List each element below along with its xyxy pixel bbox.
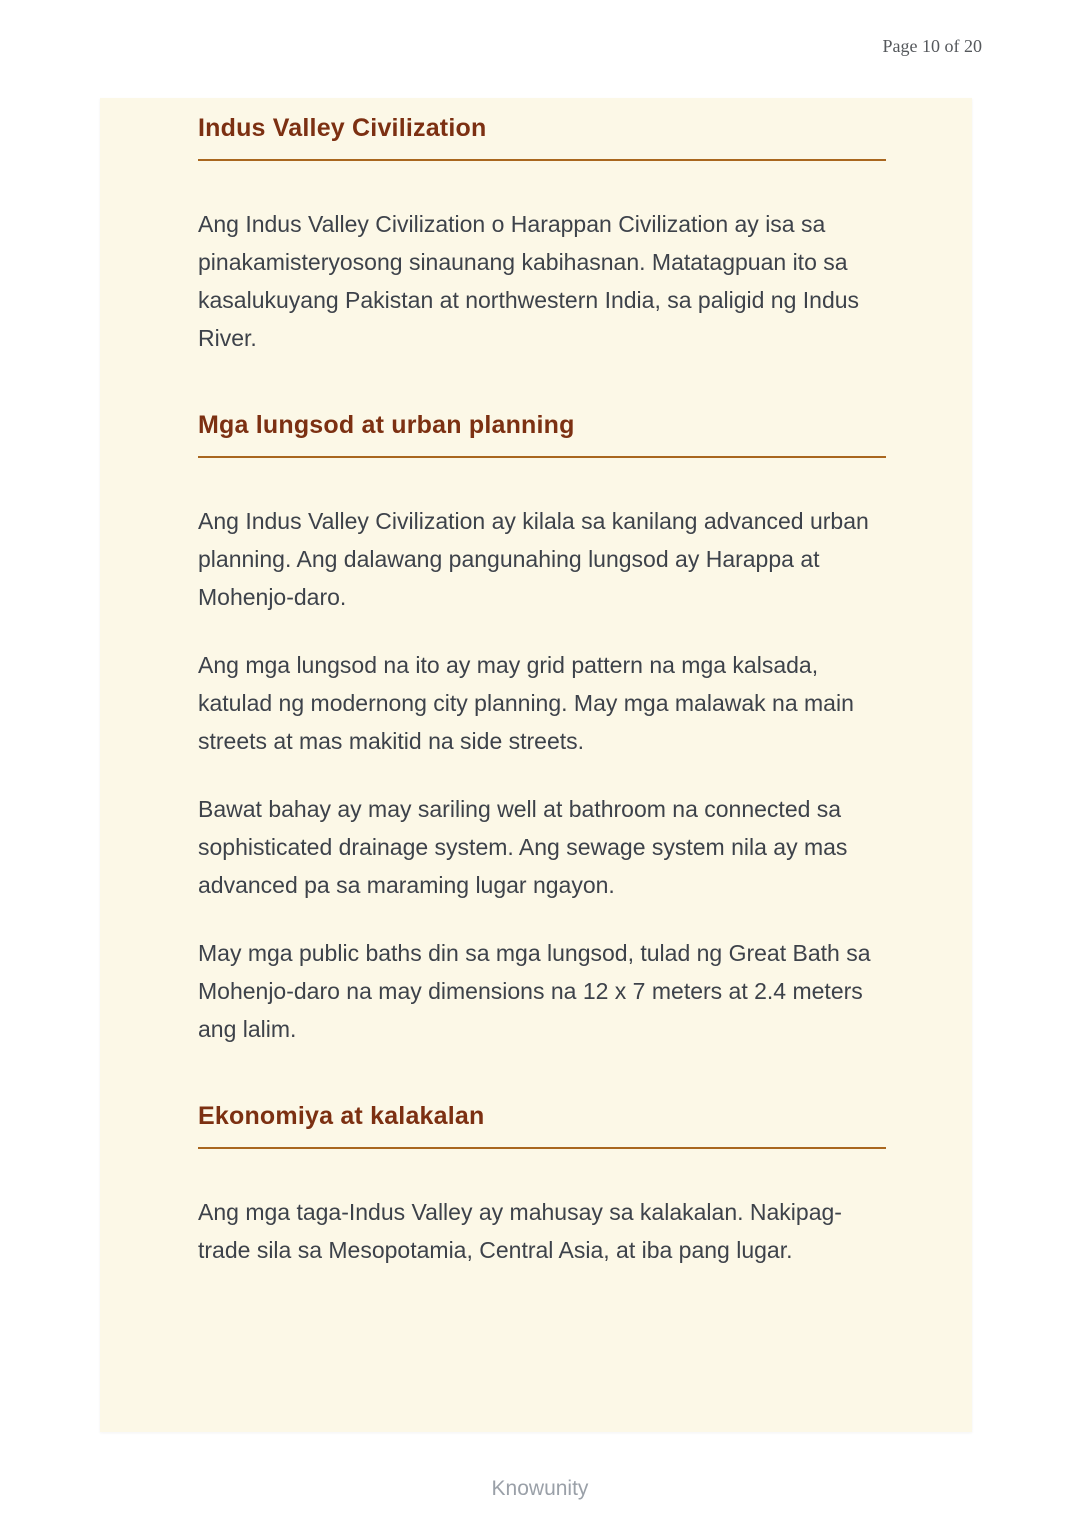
section-body: [198, 205, 886, 357]
section-heading: Mga lungsod at urban planning: [198, 411, 575, 439]
paragraph: Ang mga lungsod na ito ay may grid pattern na mga kalsada, katulad ng modernong city planning. May mga malawak na main streets at mas makitid na side streets.: [198, 652, 854, 754]
paragraph: May mga public baths din sa mga lungsod, tulad ng Great Bath sa Mohenjo-daro na may dimensions na 12 x 7 meters at 2.4 meters ang lalim.: [198, 940, 871, 1042]
paragraph: Bawat bahay ay may sariling well at bathroom na connected sa sophisticated drainage system. Ang sewage system nila ay mas advanced pa sa maraming lugar ngayon.: [198, 796, 848, 898]
section-body: [198, 502, 886, 1048]
section-indus-valley-civilization: [198, 114, 886, 357]
heading-rule: [198, 456, 886, 458]
content-card: [100, 98, 972, 1432]
section-mga-lungsod-at-urban-planning: [198, 411, 886, 1048]
footer-brand: Knowunity: [491, 1477, 589, 1500]
section-heading: Ekonomiya at kalakalan: [198, 1102, 485, 1130]
page-number: Page 10 of 20: [882, 36, 982, 56]
section-ekonomiya-at-kalakalan: [198, 1102, 886, 1269]
paragraph: Ang Indus Valley Civilization o Harappan Civilization ay isa sa pinakamisteryosong sinaunang kabihasnan. Matatagpuan ito sa kasalukuyang Pakistan at northwestern India, sa paligid ng Indus River.: [198, 211, 860, 351]
paragraph: Ang Indus Valley Civilization ay kilala sa kanilang advanced urban planning. Ang dalawang pangunahing lungsod ay Harappa at Mohenjo-daro.: [198, 508, 869, 610]
heading-rule: [198, 1147, 886, 1149]
section-body: [198, 1193, 886, 1269]
paragraph: Ang mga taga-Indus Valley ay mahusay sa kalakalan. Nakipag-trade sila sa Mesopotamia, Central Asia, at iba pang lugar.: [198, 1199, 842, 1263]
heading-rule: [198, 159, 886, 161]
section-heading: Indus Valley Civilization: [198, 114, 487, 142]
